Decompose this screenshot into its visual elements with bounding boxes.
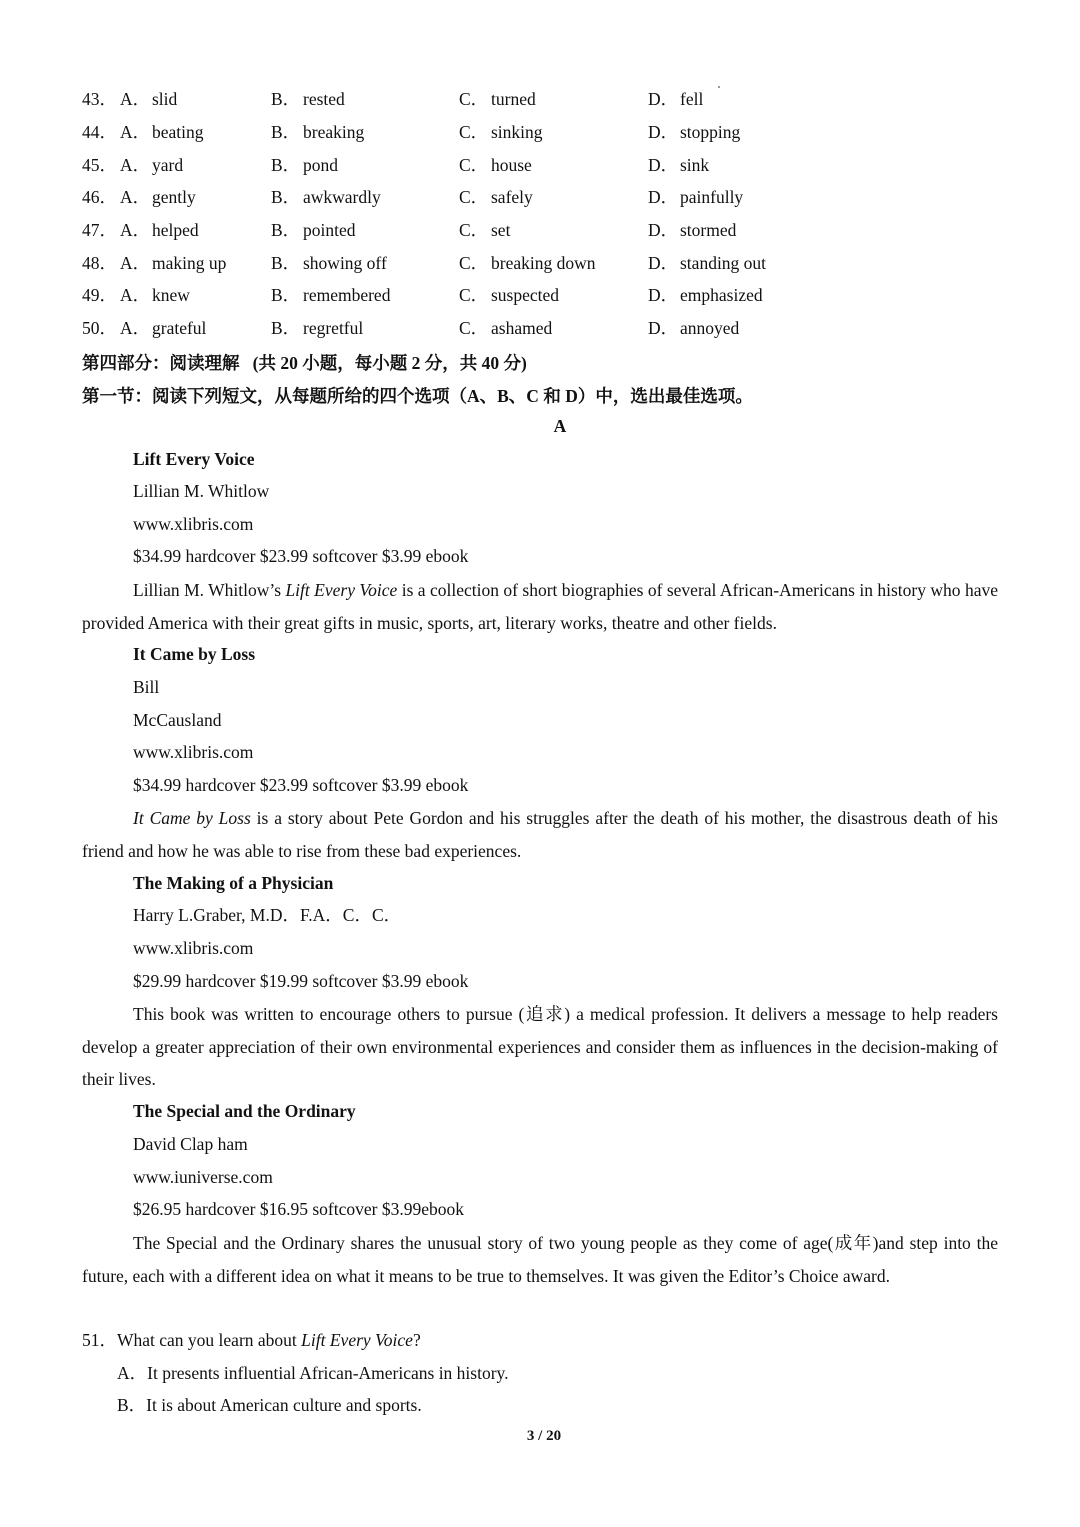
- option-c: C． breaking down: [459, 253, 596, 273]
- option-b: B． remembered: [271, 285, 391, 305]
- question-row: [82, 117, 1002, 147]
- book-author: David Clap ham: [133, 1134, 248, 1154]
- book-author: Lillian M. Whitlow: [133, 481, 270, 501]
- book-title: The Making of a Physician: [133, 873, 334, 893]
- option-a: A． grateful: [120, 318, 207, 338]
- question-number: 49．: [82, 285, 117, 305]
- option-c: C． ashamed: [459, 318, 553, 338]
- option-b: B． pond: [271, 155, 338, 175]
- question-row: [82, 248, 1002, 278]
- option-d: D． annoyed: [648, 318, 740, 338]
- option-c: C． turned: [459, 89, 536, 109]
- option-d: D． stopping: [648, 122, 741, 142]
- option-d: D． fell: [648, 89, 704, 109]
- option-d: D． emphasized: [648, 285, 763, 305]
- book-title: Lift Every Voice: [133, 449, 255, 469]
- option-c: C． sinking: [459, 122, 543, 142]
- book-description: It Came by Loss is a story about Pete Gordon and his struggles after the death of his mother, the disastrous death of his friend and how he was able to rise from these bad experiences.: [82, 808, 998, 861]
- book-website: www.xlibris.com: [133, 742, 254, 762]
- question-51-stem: 51．What can you learn about Lift Every Voice?: [82, 1330, 421, 1350]
- book-author: Harry L.Graber, M.D．F.A．C．C．: [133, 905, 402, 925]
- option-a: A． helped: [120, 220, 199, 240]
- book-description: This book was written to encourage others to pursue (追求) a medical profession. It delivers a message to help readers develop a greater appreciation of their own environmental experiences and consider them as influences in the decision-making of their lives.: [82, 1004, 998, 1090]
- book-website: www.xlibris.com: [133, 514, 254, 534]
- book-prices: $34.99 hardcover $23.99 softcover $3.99 ebook: [133, 546, 469, 566]
- option-d: D． sink: [648, 155, 710, 175]
- question-number: 50．: [82, 318, 117, 338]
- book-website: www.iuniverse.com: [133, 1167, 273, 1187]
- option-d: D． standing out: [648, 253, 767, 273]
- book-prices: $34.99 hardcover $23.99 softcover $3.99 ebook: [133, 775, 469, 795]
- option-c: C． house: [459, 155, 532, 175]
- option-d: D． painfully: [648, 187, 744, 207]
- question-51-option-b: B．It is about American culture and sports.: [117, 1395, 422, 1415]
- question-number: 44．: [82, 122, 117, 142]
- question-51-option-a: A．It presents influential African-Americans in history.: [117, 1363, 509, 1383]
- question-number: 48．: [82, 253, 117, 273]
- question-row: [82, 84, 1002, 114]
- passage-label: A: [553, 416, 567, 436]
- option-a: A． yard: [120, 155, 184, 175]
- option-a: A． making up: [120, 253, 227, 273]
- question-number: 45．: [82, 155, 117, 175]
- question-row: [82, 313, 1002, 343]
- option-c: C． set: [459, 220, 511, 240]
- option-b: B． awkwardly: [271, 187, 381, 207]
- option-a: A． beating: [120, 122, 204, 142]
- book-website: www.xlibris.com: [133, 938, 254, 958]
- book-title: It Came by Loss: [133, 644, 256, 664]
- page-number: 3 / 20: [526, 1428, 562, 1444]
- book-description: The Special and the Ordinary shares the unusual story of two young people as they come of age(成年)and step into the future, each with a different idea on what it means to be true to themselves. It was given the Editor’s Choice award.: [82, 1233, 998, 1286]
- option-b: B． showing off: [271, 253, 387, 273]
- book-description: Lillian M. Whitlow’s Lift Every Voice is a collection of short biographies of several African-Americans in history who have provided America with their great gifts in music, sports, art, literary works, theatre and other fields.: [82, 580, 998, 633]
- option-a: A． slid: [120, 89, 178, 109]
- option-b: B． regretful: [271, 318, 364, 338]
- option-b: B． rested: [271, 89, 345, 109]
- section1-instruction: 第一节：阅读下列短文，从每题所给的四个选项（A、B、C 和 D）中，选出最佳选项。: [82, 386, 753, 406]
- question-number: 47．: [82, 220, 117, 240]
- option-d: D． stormed: [648, 220, 737, 240]
- question-row: [82, 215, 1002, 245]
- option-a: A． gently: [120, 187, 196, 207]
- book-author: McCausland: [133, 710, 222, 730]
- option-b: B． breaking: [271, 122, 365, 142]
- question-number: 43．: [82, 89, 117, 109]
- part4-heading: 第四部分：阅读理解 (共 20 小题，每小题 2 分，共 40 分): [82, 353, 527, 373]
- option-a: A． knew: [120, 285, 190, 305]
- option-c: C． suspected: [459, 285, 560, 305]
- book-title: The Special and the Ordinary: [133, 1101, 356, 1121]
- book-prices: $29.99 hardcover $19.99 softcover $3.99 ebook: [133, 971, 469, 991]
- question-row: [82, 280, 1002, 310]
- option-c: C． safely: [459, 187, 533, 207]
- option-b: B． pointed: [271, 220, 356, 240]
- question-row: [82, 182, 1002, 212]
- question-row: [82, 150, 1002, 180]
- book-author: Bill: [133, 677, 160, 697]
- book-prices: $26.95 hardcover $16.95 softcover $3.99ebook: [133, 1199, 464, 1219]
- question-number: 46．: [82, 187, 117, 207]
